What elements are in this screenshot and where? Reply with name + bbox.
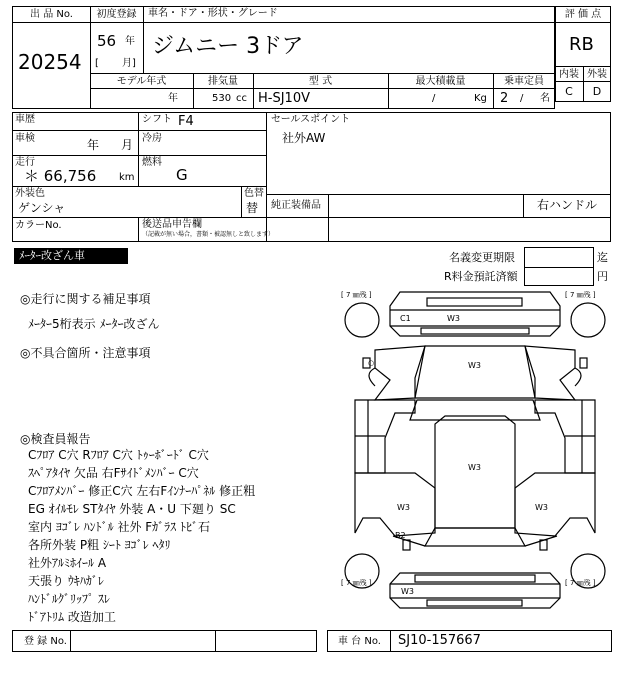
inspector-line: ｽﾍﾟｱﾀｲﾔ 欠品 右Fｻｲﾄﾞﾒﾝﾊﾞｰ C穴 xyxy=(28,466,199,480)
right-front-fender xyxy=(525,346,575,400)
year-unit: 年 xyxy=(125,36,135,47)
history-label: 車歴 xyxy=(15,114,35,125)
driving-text: ﾒｰﾀｰ5桁表示 ﾒｰﾀｰ改ざん xyxy=(28,317,160,331)
type-label: 型 式 xyxy=(308,76,333,87)
roof xyxy=(435,416,515,528)
mileage-unit: km xyxy=(119,172,135,183)
front-bumper-c1: C1 xyxy=(400,314,411,323)
name-change-unit: 迄 xyxy=(597,251,608,264)
capacity-label: 乗車定員 xyxy=(504,76,544,87)
interior-label: 内装 xyxy=(559,69,579,80)
inspection-month: 月 xyxy=(121,138,134,152)
docs-label: 後送品申告欄 xyxy=(142,219,202,230)
inspector-line: EG ｵｲﾙﾓﾚ STﾀｲﾔ 外装 A・U 下廻り SC xyxy=(28,502,236,516)
front-right-tire xyxy=(571,303,605,337)
right-side-w3: W3 xyxy=(535,503,548,512)
defects-heading: ◎不具合箇所・注意事項 xyxy=(20,346,151,360)
capacity-unit: 名 xyxy=(540,93,550,104)
interior-value: C xyxy=(565,85,573,98)
sales-point-value: 社外AW xyxy=(282,131,326,145)
inspector-line: 各所外装 P粗 ｼｰﾄ ﾖｺﾞﾚ ﾍﾀﾘ xyxy=(28,538,171,552)
score-label: 評 価 点 xyxy=(564,9,602,20)
name-door-grade-label: 車名・ドア・形状・グレード xyxy=(148,8,278,19)
left-fender-mark: ○ xyxy=(368,359,375,367)
front-bumper-w3: W3 xyxy=(447,314,460,323)
mileage-value: ＊ 66,756 xyxy=(24,167,97,185)
inspector-heading: ◎検査員報告 xyxy=(20,432,91,446)
displacement-value: 530 xyxy=(212,93,232,104)
left-side-w3: W3 xyxy=(397,503,410,512)
inspector-line: 室内 ﾖｺﾞﾚ ﾊﾝﾄﾞﾙ 社外 Fｶﾞﾗｽ ﾄﾋﾞ石 xyxy=(28,520,210,534)
first-registration-label: 初度登録 xyxy=(96,9,137,20)
handle-value: 右ハンドル xyxy=(537,198,598,212)
driving-heading: ◎走行に関する補足事項 xyxy=(20,292,151,306)
mileage-label: 走行 xyxy=(15,157,35,168)
type-value: H-SJ10V xyxy=(258,91,310,106)
left-side-b2: B2 xyxy=(395,531,406,540)
tire-front-left-label: [ 7 ㎜残 ] xyxy=(341,291,372,299)
hood xyxy=(415,346,535,398)
registration-number-label: 登 録 No. xyxy=(24,636,67,647)
sales-point-label: セールスポイント xyxy=(271,114,351,125)
capacity-value: 2 xyxy=(500,91,509,106)
registration-year: 56 xyxy=(97,32,117,50)
meter-tampered-badge: ﾒｰﾀｰ改ざん車 xyxy=(14,248,128,264)
load-slash: / xyxy=(432,93,436,104)
tire-front-right-label: [ 7 ㎜残 ] xyxy=(565,291,596,299)
lot-label: 出 品 No. xyxy=(30,9,73,20)
recycle-field xyxy=(524,267,594,286)
name-change-field xyxy=(524,247,594,268)
displacement-label: 排気量 xyxy=(208,76,238,87)
color-change-value: 替 xyxy=(246,201,259,215)
capacity-slash: / xyxy=(520,93,524,104)
docs-note: （記載が無い場合，書類・被認無しと致します） xyxy=(142,231,275,238)
exterior-label: 外装 xyxy=(587,69,607,80)
chassis-number-label: 車 台 No. xyxy=(338,636,381,647)
front-bumper xyxy=(390,292,560,336)
inspection-year: 年 xyxy=(87,138,100,152)
displacement-unit: cc xyxy=(236,93,247,104)
colorno-label: カラーNo. xyxy=(15,220,62,231)
recycle-label: R料金預託済額 xyxy=(444,270,518,283)
color-value: ゲンシャ xyxy=(18,201,66,215)
ac-label: 冷房 xyxy=(142,133,162,144)
car-name: ジムニー 3ドア xyxy=(152,34,304,59)
max-load-label: 最大積載量 xyxy=(415,76,466,87)
equipment-label: 純正装備品 xyxy=(271,200,321,211)
inspector-line: 社外ｱﾙﾐﾎｲｰﾙ A xyxy=(28,556,107,570)
front-left-tire xyxy=(345,303,379,337)
shift-label: シフト xyxy=(142,114,172,125)
vehicle-damage-diagram xyxy=(335,288,615,613)
roof-w3: W3 xyxy=(468,463,481,472)
left-rear-quarter xyxy=(355,473,435,536)
left-front-fender xyxy=(375,346,425,400)
hood-w3: W3 xyxy=(468,361,481,370)
tire-rear-left-label: [ 7 ㎜残 ] xyxy=(341,579,372,587)
chassis-number-value: SJ10-157667 xyxy=(398,633,481,648)
rear-gate xyxy=(425,528,525,546)
recycle-unit: 円 xyxy=(597,270,608,283)
lot-number: 20254 xyxy=(18,50,82,74)
rear-bumper-w3: W3 xyxy=(401,587,414,596)
color-label: 外装色 xyxy=(15,188,45,199)
tire-rear-right-label: [ 7 ㎜残 ] xyxy=(565,579,596,587)
inspector-line: Cﾌﾛｱﾒﾝﾊﾞｰ 修正C穴 左右Fｲﾝﾅｰﾊﾟﾈﾙ 修正粗 xyxy=(28,484,256,498)
inspector-line: ﾊﾝﾄﾞﾙｸﾞﾘｯﾌﾟ ｽﾚ xyxy=(28,592,110,606)
right-rear-quarter xyxy=(515,473,595,536)
month-open: [ xyxy=(95,58,99,69)
shift-value: F4 xyxy=(178,114,194,129)
name-change-label: 名義変更期限 xyxy=(449,251,515,264)
inspection-label: 車検 xyxy=(15,133,35,144)
exterior-value: D xyxy=(592,85,602,98)
windshield xyxy=(410,400,540,420)
score-value: RB xyxy=(569,34,594,55)
fuel-label: 燃料 xyxy=(142,157,162,168)
color-change-label: 色替 xyxy=(244,188,264,199)
inspector-line: 天張り ｳｷﾊｶﾞﾚ xyxy=(28,574,104,588)
inspector-line: ﾄﾞｱﾄﾘﾑ 改造加工 xyxy=(28,610,116,624)
model-year-unit: 年 xyxy=(168,93,178,104)
inspector-line: Cﾌﾛｱ C穴 Rﾌﾛｱ C穴 ﾄｩｰﾎﾞｰﾄﾞ C穴 xyxy=(28,448,209,462)
fuel-value: G xyxy=(176,166,188,184)
month-unit: 月] xyxy=(122,58,136,69)
load-unit: Kg xyxy=(474,93,487,104)
model-year-label: モデル年式 xyxy=(116,76,167,87)
